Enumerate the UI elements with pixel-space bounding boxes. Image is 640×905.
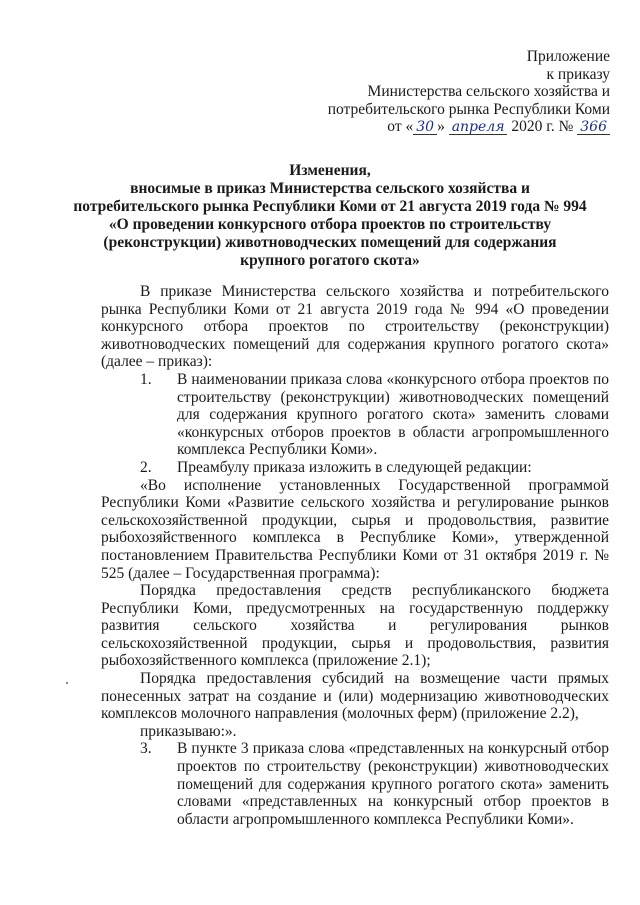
date-year: 2020 г. № [511,118,574,135]
handwritten-order-number: 366 [577,120,610,135]
title-line-1: Изменения, [289,162,371,179]
handwritten-day: 30 [413,120,437,135]
item-3 [101,740,609,828]
title-line-5: (реконструкции) животноводческих помещений для содержания [103,234,557,251]
item-1-text: В наименовании приказа слова «конкурсного отбора проектов по строительству (реконструкции) животноводческих помещений для содержания крупного рогатого скота» заменить словами «конкурсных отборов проектов в области агропромышленного комплекса Республики Коми». [177,370,609,459]
title-line-4: «О проведении конкурсного отбора проектов по строительству [108,216,552,233]
date-mid: » [437,118,445,135]
handwritten-month: апреля [449,120,508,135]
appendix-ministry: Министерства сельского хозяйства и [367,83,610,100]
appendix-to-order: к приказу [546,65,610,83]
quote-paragraph-1: «Во исполнение установленных Государственной программой Республики Коми «Развитие сельского хозяйства и регулирование рынков сельскохозяйственной продукции, сырья и продовольствия, развитие рыбохозяйственного комплекса в Республике Коми», утвержденной постановлением Правительства Республики Коми от 31 октября 2019 г. № 525 (далее – Государственная программа): [101,476,609,582]
quote-paragraph-4: приказываю:». [140,722,237,740]
title-line-2: вносимые в приказ Министерства сельского хозяйства и [130,180,530,197]
quote-paragraph-3: Порядка предоставления субсидий на возмещение части прямых понесенных затрат на создание и (или) модернизацию животноводческих комплексов молочного направления (молочных ферм) (приложение 2.2), [101,670,609,723]
item-2 [101,459,609,477]
item-2-text: Преамбулу приказа изложить в следующей редакции: [177,458,532,476]
document-title [60,162,600,270]
quote-paragraph-2: Порядка предоставления средств республиканского бюджета Республики Коми, предусмотренных на государственную поддержку развития сельского хозяйства и регулирования рынков сельскохозяйственной продукции, сырья и продовольствия, развития рыбохозяйственного комплекса (приложение 2.1); [101,582,609,670]
intro-paragraph: В приказе Министерства сельского хозяйства и потребительского рынка Республики Коми от 21 августа 2019 года № 994 «О проведении конкурсного отбора проектов по строительству (реконструкции) животноводческих помещений для содержания крупного рогатого скота» (далее – приказ): [101,283,609,371]
document-body [101,283,609,828]
item-1 [101,371,609,459]
date-prefix: от « [387,118,414,135]
item-2-number: 2. [140,458,152,476]
item-3-number: 3. [140,740,152,758]
title-line-3: потребительского рынка Республики Коми от 21 августа 2019 года № 994 [73,198,587,215]
appendix-ministry-cont: потребительского рынка Республики Коми [327,100,610,118]
item-1-number: 1. [140,370,152,388]
appendix-title: Приложение [526,48,610,65]
item-3-text: В пункте 3 приказа слова «представленных на конкурсный отбор проектов по строительству (реконструкции) животноводческих помещений для содержания крупного рогатого скота» заменить словами «представленных на конкурсный отбор проектов в области агропромышленного комплекса Республики Коми». [177,740,609,828]
appendix-date-line [328,118,610,136]
appendix-header [328,48,610,136]
scan-speck [66,682,68,684]
title-line-6: крупного рогатого скота» [240,252,420,269]
